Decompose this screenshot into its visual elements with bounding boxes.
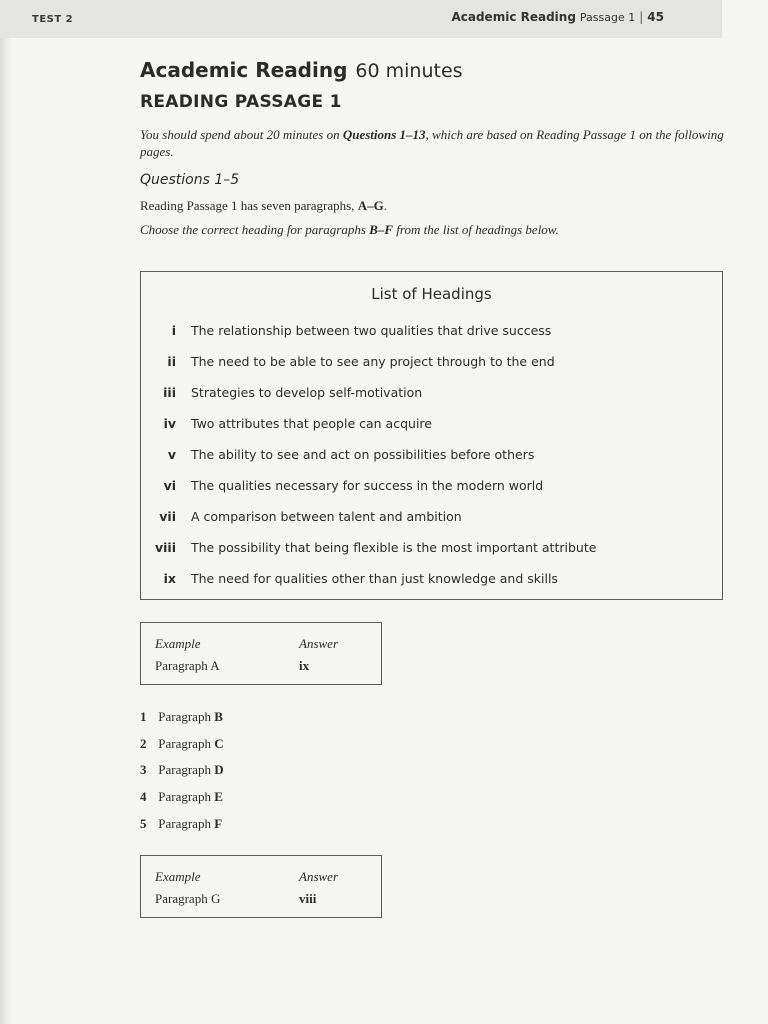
passage-info [140, 198, 724, 214]
heading-item [141, 385, 722, 405]
heading-numeral: iii [163, 385, 176, 400]
example-box-top [140, 622, 382, 685]
running-head [451, 10, 664, 24]
running-head-passage: Passage 1 [579, 11, 636, 24]
heading-text: The need to be able to see any project through to the end [191, 354, 555, 369]
question-item [140, 789, 224, 816]
answer-label: Answer [299, 869, 338, 884]
heading-numeral: vii [159, 509, 176, 524]
heading-numeral: v [167, 447, 176, 462]
title-time: 60 minutes [355, 60, 463, 82]
heading-item [141, 571, 722, 591]
example-label: Example [155, 636, 201, 651]
question-number: 5 [140, 815, 147, 831]
heading-numeral: i [171, 323, 176, 338]
heading-text: A comparison between talent and ambition [191, 509, 462, 524]
page-title [140, 58, 724, 82]
page-number: 45 [647, 10, 664, 24]
page-edge-shadow [0, 0, 12, 1024]
question-label: Paragraph [158, 735, 211, 751]
question-letter: F [214, 815, 223, 831]
heading-text: The ability to see and act on possibilities before others [191, 447, 535, 462]
heading-numeral: iv [163, 416, 176, 431]
running-header [0, 0, 722, 38]
question-item [140, 816, 224, 843]
question-number: 3 [140, 762, 147, 778]
heading-numeral: vi [163, 478, 176, 493]
heading-item [141, 323, 722, 343]
heading-text: The relationship between two qualities that drive success [191, 323, 552, 338]
title-main: Academic Reading [140, 58, 348, 82]
question-letter: C [214, 735, 224, 751]
example-label: Example [155, 869, 201, 884]
heading-text: The need for qualities other than just knowledge and skills [191, 571, 558, 586]
example-answer: ix [299, 658, 310, 673]
running-head-separator: | [639, 10, 644, 24]
choose-instruction [140, 222, 724, 238]
heading-numeral: ix [163, 571, 176, 586]
choose-suffix: from the list of headings below. [393, 222, 559, 237]
heading-numeral: ii [167, 354, 176, 369]
example-paragraph: Paragraph G [155, 891, 221, 906]
question-list [140, 709, 224, 842]
heading-item [141, 354, 722, 374]
question-label: Paragraph [158, 789, 211, 805]
question-label: Paragraph [158, 815, 211, 831]
question-number: 2 [140, 735, 147, 751]
heading-text: The possibility that being flexible is the most important attribute [191, 540, 597, 555]
heading-item [141, 416, 722, 436]
example-box-bottom [140, 855, 382, 918]
instruction-suffix: , which are based on Reading Passage 1 on the following pages. [140, 127, 724, 159]
running-head-section: Academic Reading [451, 10, 576, 24]
answer-label: Answer [299, 636, 338, 651]
question-letter: E [214, 789, 223, 805]
question-label: Paragraph [158, 709, 211, 724]
question-letter: D [214, 762, 224, 778]
heading-text: Strategies to develop self-motivation [191, 385, 423, 400]
passage-info-prefix: Reading Passage 1 has seven paragraphs, [140, 198, 358, 213]
time-instruction [140, 126, 724, 160]
heading-item [141, 540, 722, 560]
passage-heading: READING PASSAGE 1 [140, 92, 342, 112]
choose-range: B–F [369, 222, 394, 237]
heading-text: The qualities necessary for success in the modern world [191, 478, 544, 493]
question-item [140, 709, 224, 736]
question-number: 1 [140, 709, 147, 724]
headings-title: List of Headings [371, 285, 492, 303]
instruction-questions: Questions 1–13 [342, 127, 426, 142]
questions-range: Questions 1–5 [140, 172, 240, 188]
heading-text: Two attributes that people can acquire [191, 416, 432, 431]
heading-item [141, 447, 722, 467]
question-letter: B [214, 709, 223, 724]
list-of-headings-box [140, 271, 723, 600]
question-item [140, 736, 224, 763]
question-label: Paragraph [158, 762, 211, 778]
heading-item [141, 478, 722, 498]
instruction-prefix: You should spend about 20 minutes on [140, 127, 343, 142]
example-paragraph: Paragraph A [155, 658, 220, 673]
heading-item [141, 509, 722, 529]
passage-info-suffix: . [383, 198, 387, 213]
heading-numeral: viii [154, 540, 176, 555]
choose-prefix: Choose the correct heading for paragraphs [140, 222, 370, 237]
example-answer: viii [299, 891, 317, 906]
page-content [140, 58, 724, 238]
passage-info-range: A–G [357, 198, 384, 213]
question-number: 4 [140, 789, 147, 805]
question-item [140, 762, 224, 789]
test-label: TEST 2 [32, 14, 74, 25]
